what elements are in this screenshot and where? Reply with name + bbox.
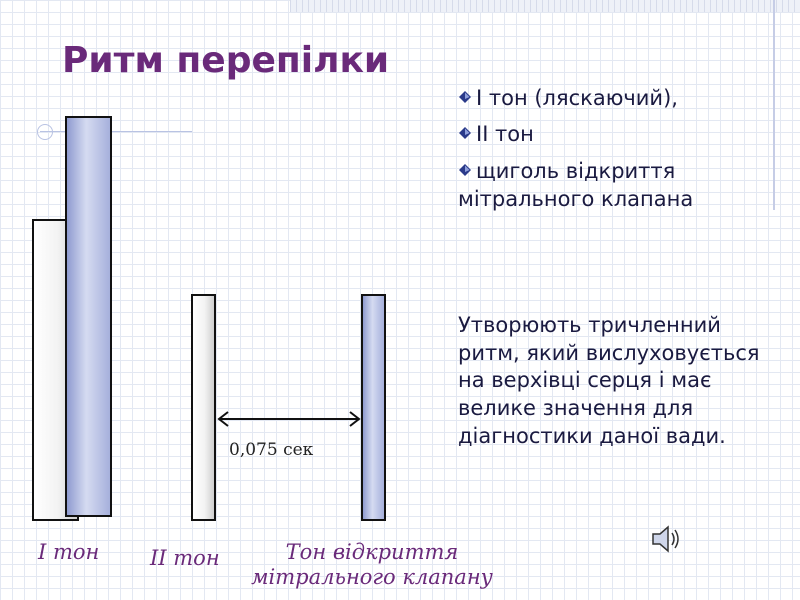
decorative-vertical-line [773,0,775,210]
diamond-icon [458,163,476,177]
bullet-list [458,84,758,221]
interval-label: 0,075 сек [229,440,314,460]
decorative-top-band [290,0,800,12]
speaker-icon[interactable] [650,524,682,554]
opening-snap-bar [361,294,386,521]
bullet-text: ІІ тон [476,122,534,147]
bullet-item [458,84,758,112]
bullet-item [458,157,758,214]
bullet-item [458,120,758,148]
diamond-icon [458,126,476,140]
bullet-text: І тон (ляскаючий), [476,86,678,110]
bullet-text: щиголь відкриття мітрального клапана [458,158,694,212]
interval-arrow-icon [216,409,362,429]
first-tone-label: І тон [38,540,100,564]
decorative-circle [37,124,53,140]
first-tone-bar-front [65,116,112,517]
second-tone-label: ІІ тон [150,546,220,570]
second-tone-bar [191,294,216,521]
slide-title: Ритм перепілки [62,40,390,81]
opening-snap-label: Тон відкриття мітрального клапану [251,540,493,590]
diamond-icon [458,90,476,104]
description-text: Утворюють тричленний ритм, який вислуховується на верхівці серця і має велике значення для діагностики даної вади. [458,313,760,448]
decorative-horizontal-line [40,131,192,132]
